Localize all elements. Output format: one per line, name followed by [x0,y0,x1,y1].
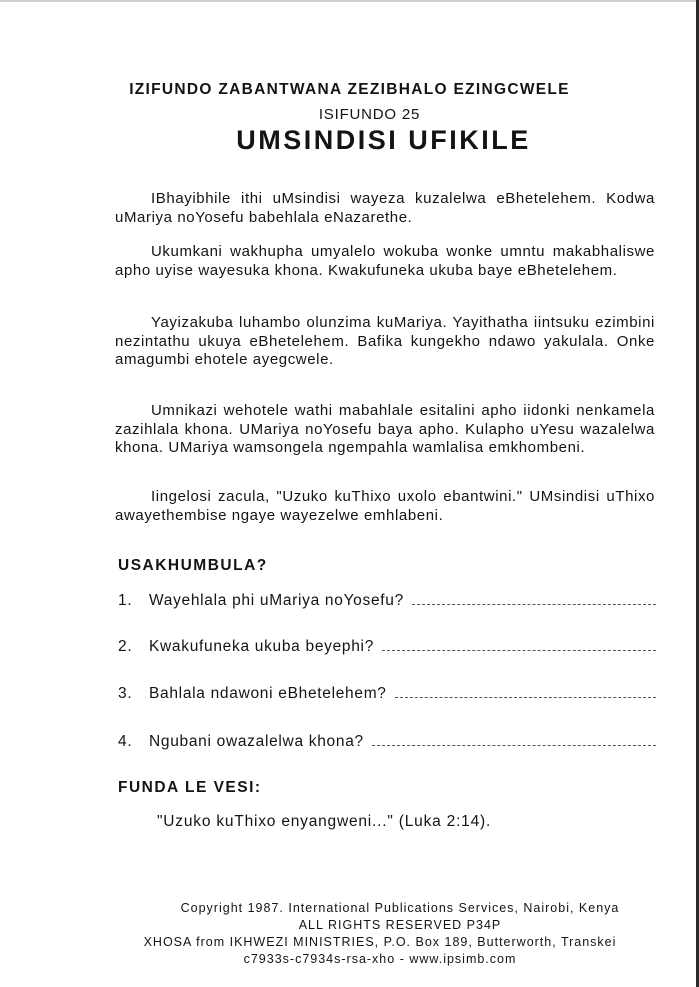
paragraph-2: Ukumkani wakhupha umyalelo wokuba wonke umntu makabhaliswe apho uyise wayesuka khona. Kwakufuneka ukuba baye eBhetelehem. [115,243,655,279]
paragraph-1: IBhayibhile ithi uMsindisi wayeza kuzalelwa eBhetelehem. Kodwa uMariya noYosefu babehlala eNazarethe. [115,190,655,226]
paragraph-4: Umnikazi wehotele wathi mabahlale esitalini apho iidonki nenkamela zazihlala khona. UMariya noYosefu baya apho. Kulapho uYesu wazalelwa khona. UMariya wamsongela ngempahla wamlalisa emkhombeni. [115,402,655,456]
question-text: Wayehlala phi uMariya noYosefu? [149,592,404,609]
question-text: Ngubani owazalelwa khona? [149,733,364,750]
footer-copyright: Copyright 1987. International Publications Services, Nairobi, Kenya [180,901,620,915]
question-number: 2. [118,638,133,655]
paragraph-3: Yayizakuba luhambo olunzima kuMariya. Yayithatha iintsuku ezimbini nezintathu ukuya eBhetelehem. Bafika kungekho ndawo yakulala. Onke amagumbi ehotele ayegcwele. [115,314,655,368]
quiz-heading: USAKHUMBULA? [118,557,268,574]
lesson-number: ISIFUNDO 25 [318,106,421,123]
question-4 [118,733,656,751]
answer-line[interactable] [372,733,656,746]
question-3 [118,685,656,703]
question-text: Bahlala ndawoni eBhetelehem? [149,685,387,702]
answer-line[interactable] [412,592,656,605]
question-number: 4. [118,733,133,750]
page-title: UMSINDISI UFIKILE [236,125,531,155]
answer-line[interactable] [395,685,656,698]
memory-verse-heading: FUNDA LE VESI: [118,779,262,796]
question-number: 1. [118,592,133,609]
scan-edge-top [0,0,699,2]
series-title: IZIFUNDO ZABANTWANA ZEZIBHALO EZINGCWELE [129,81,570,98]
footer-rights: ALL RIGHTS RESERVED P34P [298,918,502,932]
question-1 [118,592,656,610]
answer-line[interactable] [382,638,656,651]
footer-publisher: XHOSA from IKHWEZI MINISTRIES, P.O. Box 189, Butterworth, Transkei [143,935,617,949]
question-text: Kwakufuneka ukuba beyephi? [149,638,375,655]
question-number: 3. [118,685,133,702]
footer-website[interactable]: c7933s-c7934s-rsa-xho - www.ipsimb.com [243,952,517,966]
paragraph-5: Iingelosi zacula, "Uzuko kuThixo uxolo ebantwini." UMsindisi uThixo awayethembise ngaye wayezelwe emhlabeni. [115,488,655,524]
memory-verse: "Uzuko kuThixo enyangweni..." (Luka 2:14). [157,813,492,830]
question-2 [118,638,656,656]
